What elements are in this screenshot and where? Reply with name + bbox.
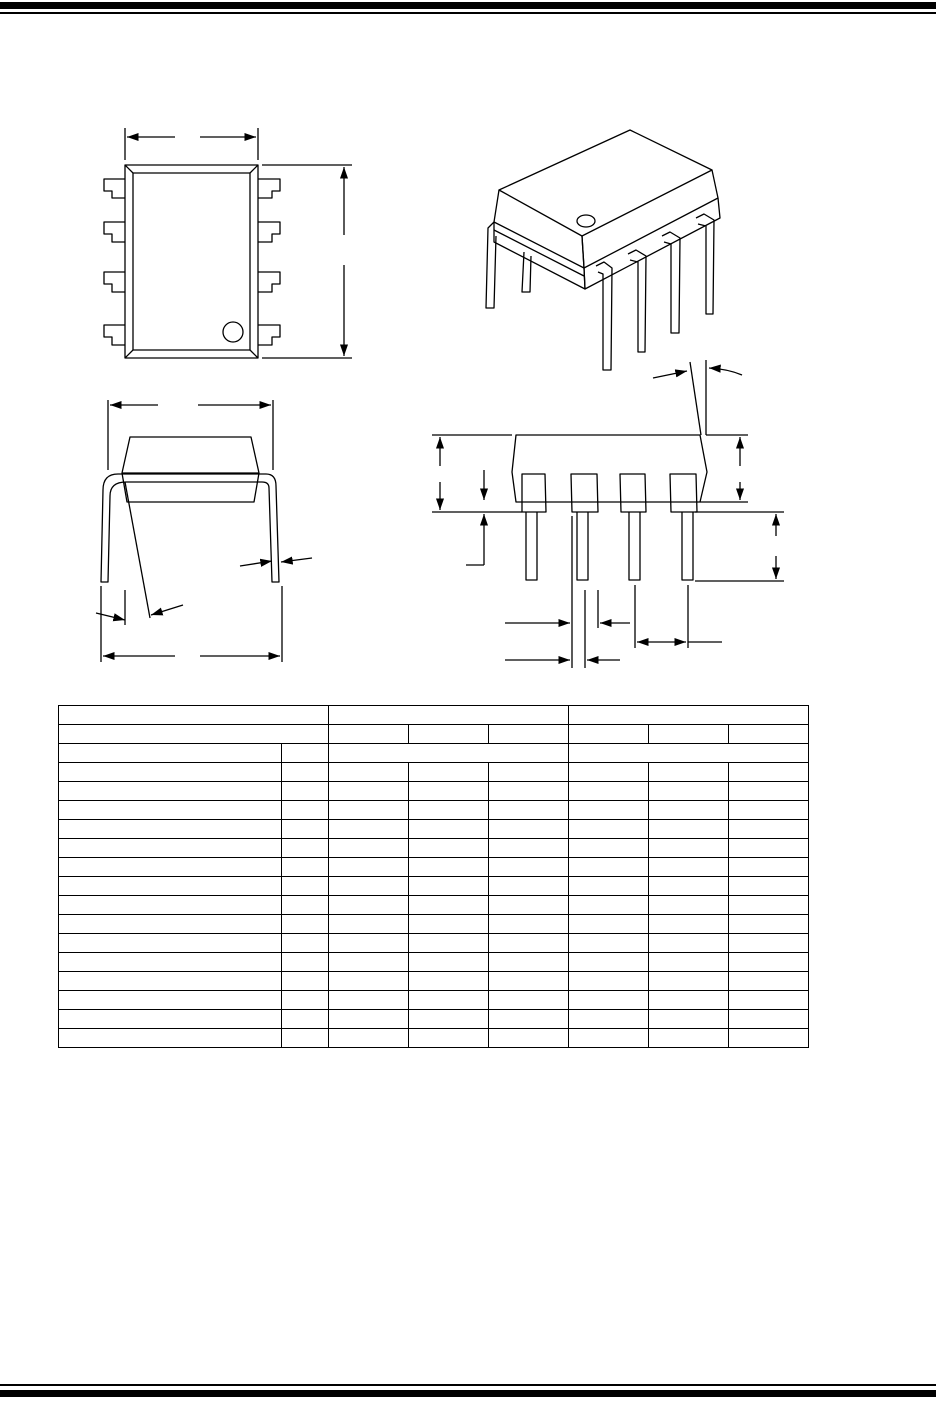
table-cell	[489, 763, 569, 782]
table-cell	[649, 725, 729, 744]
table-cell	[489, 915, 569, 934]
table-cell	[59, 782, 282, 801]
table-cell	[59, 1010, 282, 1029]
table-cell	[329, 706, 569, 725]
table-cell	[282, 820, 329, 839]
table-cell	[282, 953, 329, 972]
table-cell	[329, 915, 409, 934]
table-cell	[59, 934, 282, 953]
table-header-row	[59, 744, 809, 763]
table-cell	[729, 801, 809, 820]
table-cell	[649, 820, 729, 839]
table-cell	[329, 858, 409, 877]
table-cell	[729, 820, 809, 839]
table-cell	[409, 839, 489, 858]
table-cell	[329, 820, 409, 839]
table-cell	[409, 725, 489, 744]
table-cell	[569, 877, 649, 896]
table-cell	[569, 744, 809, 763]
table-cell	[409, 934, 489, 953]
table-cell	[649, 877, 729, 896]
table-cell	[59, 1029, 282, 1048]
table-row	[59, 934, 809, 953]
table-cell	[569, 801, 649, 820]
table-cell	[59, 915, 282, 934]
table-cell	[409, 801, 489, 820]
table-cell	[329, 801, 409, 820]
table-cell	[409, 915, 489, 934]
table-cell	[649, 915, 729, 934]
table-cell	[729, 782, 809, 801]
table-cell	[59, 763, 282, 782]
table-cell	[569, 820, 649, 839]
table-cell	[729, 839, 809, 858]
table-cell	[409, 1029, 489, 1048]
table-cell	[489, 820, 569, 839]
table-cell	[409, 763, 489, 782]
table-row	[59, 839, 809, 858]
table-cell	[729, 953, 809, 972]
table-cell	[569, 706, 809, 725]
table-cell	[729, 1010, 809, 1029]
table-row	[59, 972, 809, 991]
table-cell	[409, 858, 489, 877]
table-row	[59, 896, 809, 915]
table-cell	[409, 877, 489, 896]
table-cell	[729, 896, 809, 915]
table-cell	[489, 991, 569, 1010]
table-cell	[729, 725, 809, 744]
table-cell	[329, 934, 409, 953]
table-cell	[329, 725, 409, 744]
table-cell	[569, 725, 649, 744]
table-cell	[409, 991, 489, 1010]
table-cell	[282, 1010, 329, 1029]
end-view	[96, 400, 312, 662]
pin1-marker-icon	[223, 322, 243, 342]
table-cell	[329, 1010, 409, 1029]
table-cell	[282, 858, 329, 877]
table-cell	[649, 972, 729, 991]
table-cell	[569, 1029, 649, 1048]
table-cell	[489, 896, 569, 915]
table-cell	[282, 896, 329, 915]
table-cell	[729, 934, 809, 953]
table-cell	[59, 877, 282, 896]
table-cell	[59, 896, 282, 915]
table-cell	[649, 1010, 729, 1029]
table-cell	[409, 1010, 489, 1029]
table-cell	[649, 801, 729, 820]
table-cell	[282, 801, 329, 820]
table-cell	[729, 763, 809, 782]
table-cell	[649, 896, 729, 915]
table-cell	[569, 782, 649, 801]
table-cell	[569, 915, 649, 934]
table-cell	[282, 763, 329, 782]
pin1-dot-icon	[577, 215, 595, 227]
table-cell	[489, 972, 569, 991]
table-cell	[729, 991, 809, 1010]
table-cell	[59, 858, 282, 877]
table-row	[59, 953, 809, 972]
table-body	[59, 763, 809, 1048]
table-cell	[729, 915, 809, 934]
table-cell	[569, 953, 649, 972]
table-cell	[59, 991, 282, 1010]
table-cell	[489, 934, 569, 953]
table-cell	[489, 1010, 569, 1029]
table-cell	[282, 839, 329, 858]
table-row	[59, 877, 809, 896]
table-cell	[569, 972, 649, 991]
table-cell	[329, 991, 409, 1010]
table-cell	[649, 858, 729, 877]
table-cell	[282, 1029, 329, 1048]
table-row	[59, 1010, 809, 1029]
table-cell	[59, 744, 282, 763]
table-row	[59, 782, 809, 801]
table-cell	[729, 1029, 809, 1048]
table-cell	[329, 763, 409, 782]
table-header-row	[59, 725, 809, 744]
table-cell	[489, 782, 569, 801]
table-cell	[569, 896, 649, 915]
table-cell	[59, 972, 282, 991]
table-cell	[409, 953, 489, 972]
table-cell	[569, 858, 649, 877]
table-cell	[489, 839, 569, 858]
table-cell	[282, 934, 329, 953]
table-cell	[59, 839, 282, 858]
table-header-row	[59, 706, 809, 725]
table-cell	[569, 1010, 649, 1029]
table-cell	[489, 953, 569, 972]
table-cell	[409, 972, 489, 991]
table-cell	[329, 953, 409, 972]
table-cell	[569, 991, 649, 1010]
side-view	[432, 360, 784, 668]
table-cell	[729, 972, 809, 991]
table-cell	[59, 953, 282, 972]
table-cell	[282, 972, 329, 991]
table-cell	[59, 706, 329, 725]
table-cell	[329, 782, 409, 801]
table-cell	[569, 934, 649, 953]
table-cell	[729, 877, 809, 896]
table-cell	[649, 953, 729, 972]
table-cell	[489, 801, 569, 820]
table-cell	[282, 877, 329, 896]
table-cell	[329, 877, 409, 896]
table-cell	[282, 782, 329, 801]
table-row	[59, 991, 809, 1010]
table-cell	[329, 839, 409, 858]
table-cell	[409, 820, 489, 839]
table-cell	[329, 896, 409, 915]
table-cell	[409, 782, 489, 801]
isometric-view	[486, 130, 720, 370]
table-row	[59, 915, 809, 934]
top-view	[104, 128, 352, 358]
table-cell	[59, 725, 329, 744]
table-cell	[489, 877, 569, 896]
table-row	[59, 858, 809, 877]
table-cell	[329, 744, 569, 763]
table-cell	[489, 1029, 569, 1048]
table-cell	[409, 896, 489, 915]
table-cell	[59, 801, 282, 820]
table-cell	[329, 972, 409, 991]
bottom-rule-thick	[0, 1390, 936, 1397]
table-row	[59, 1029, 809, 1048]
table-cell	[649, 1029, 729, 1048]
table-cell	[649, 839, 729, 858]
table-cell	[649, 782, 729, 801]
table-cell	[489, 858, 569, 877]
table-cell	[489, 725, 569, 744]
table-cell	[59, 820, 282, 839]
table-cell	[649, 991, 729, 1010]
table-cell	[282, 744, 329, 763]
table-row	[59, 763, 809, 782]
bottom-rule-thin	[0, 1384, 936, 1386]
table-cell	[569, 763, 649, 782]
table-cell	[649, 763, 729, 782]
table-cell	[282, 915, 329, 934]
table-cell	[329, 1029, 409, 1048]
table-cell	[569, 839, 649, 858]
table-row	[59, 820, 809, 839]
dimension-table	[58, 705, 809, 1048]
table-row	[59, 801, 809, 820]
table-cell	[282, 991, 329, 1010]
table-cell	[649, 934, 729, 953]
table-cell	[729, 858, 809, 877]
